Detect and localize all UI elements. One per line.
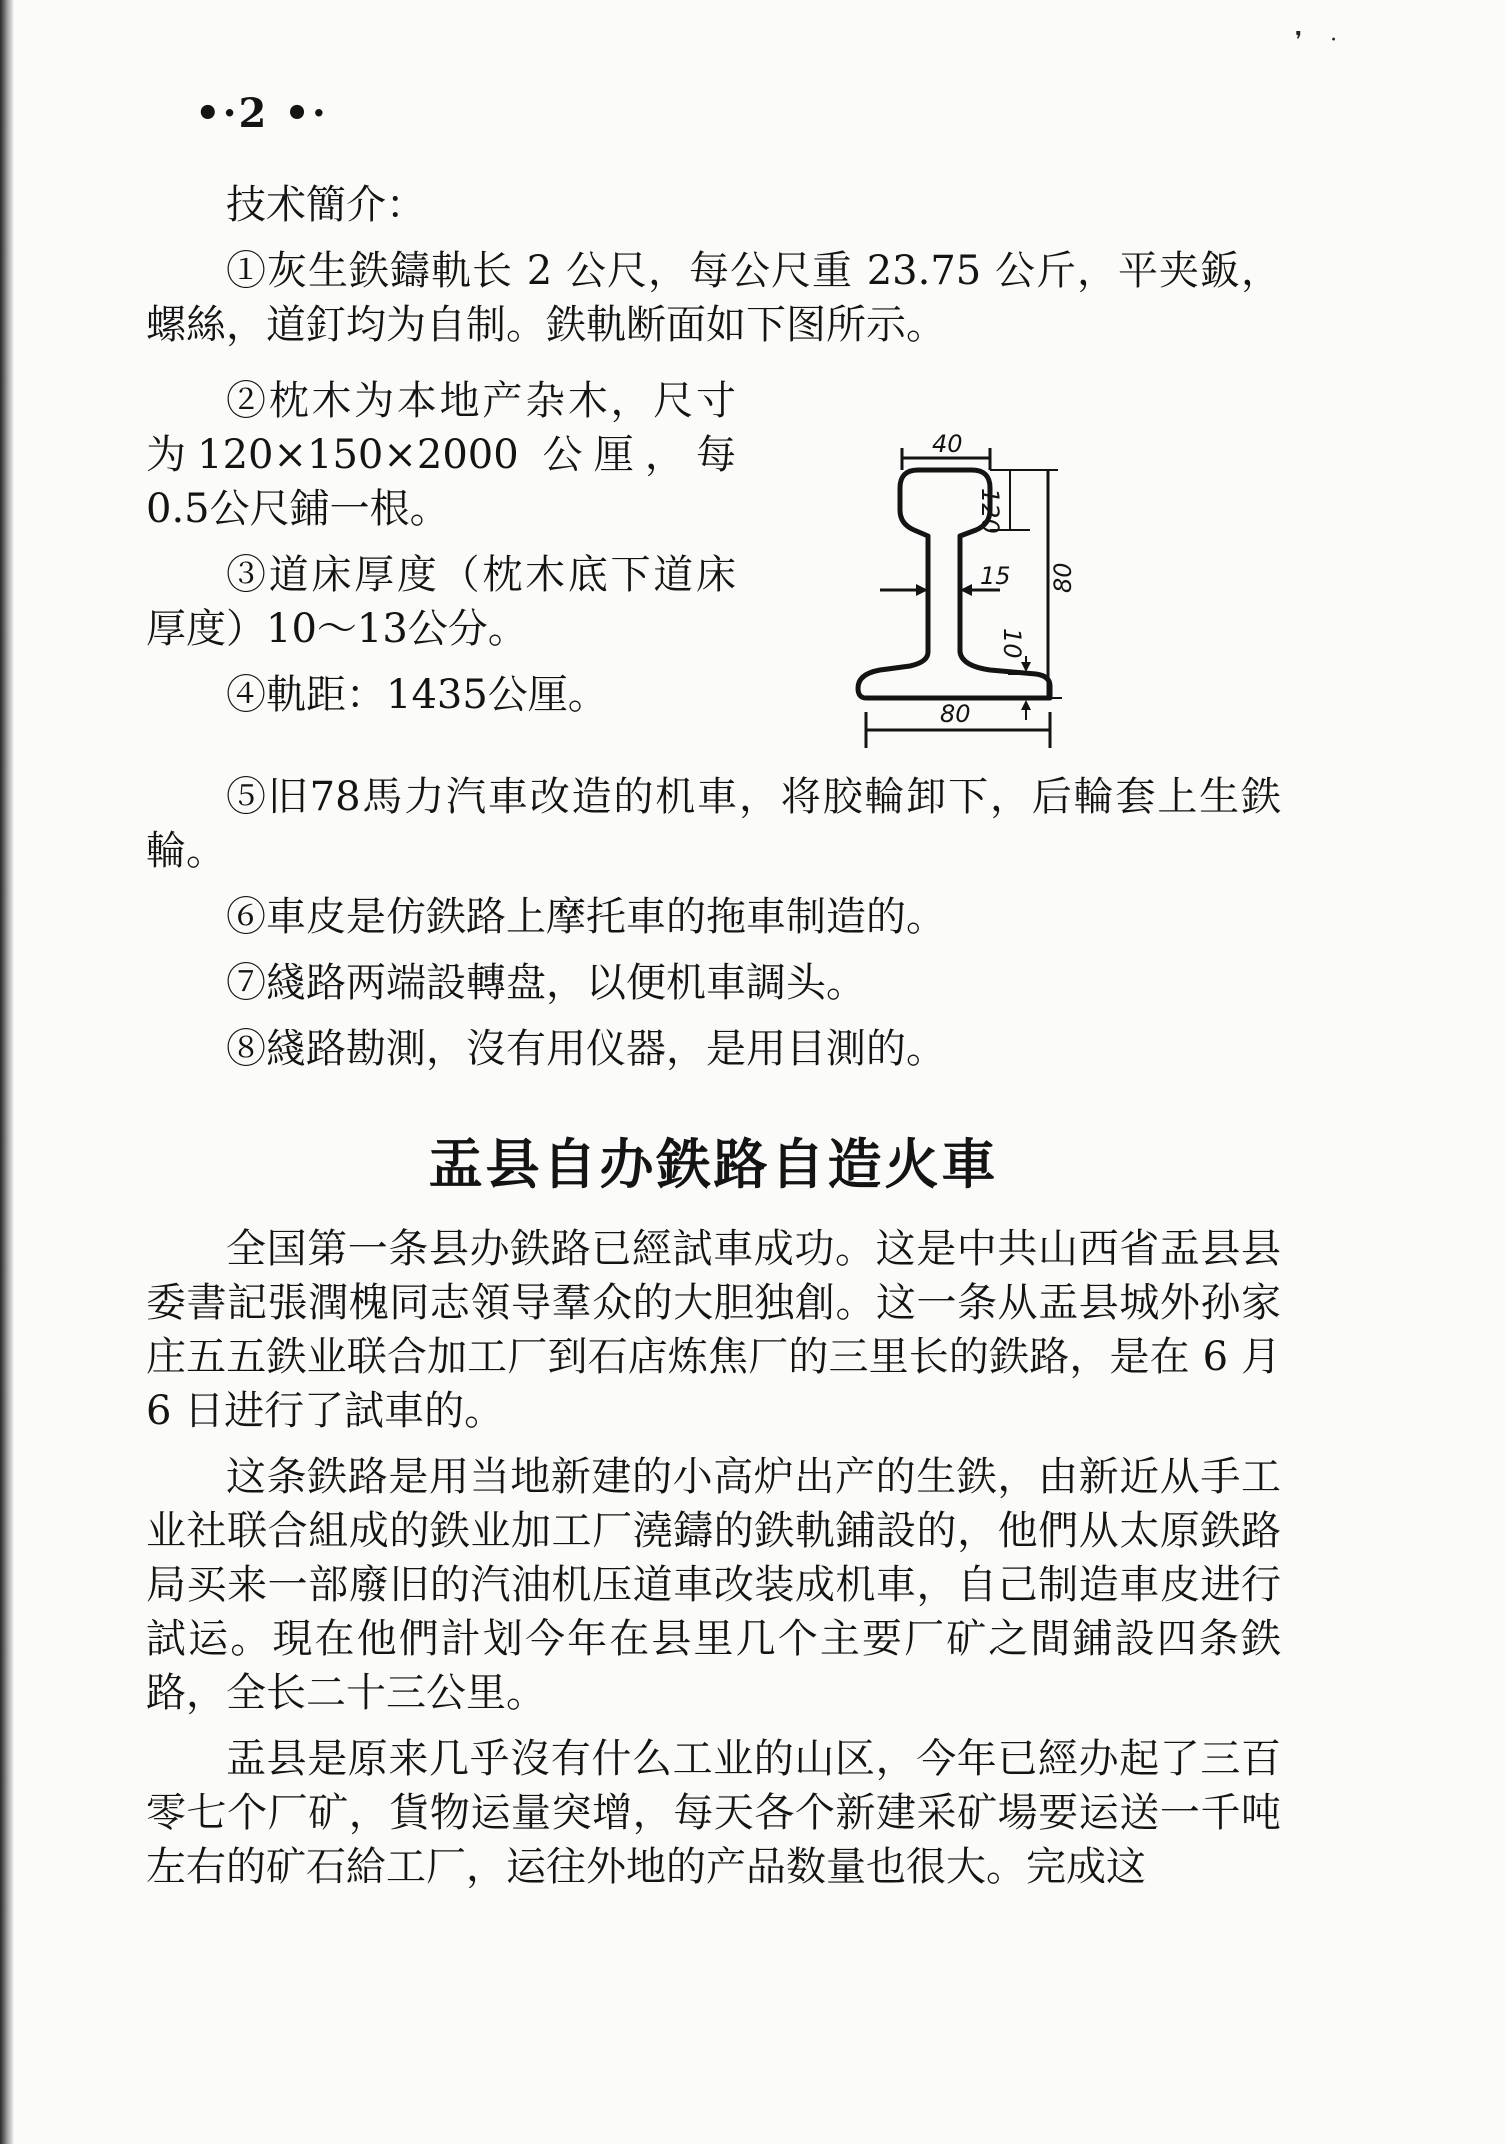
rail-profile (858, 470, 1050, 698)
article-paragraph-2: 这条鉄路是用当地新建的小高炉出产的生鉄，由新近从手工业社联合組成的鉄业加工厂澆鑄的鉄軌鋪設的，他們从太原鉄路局买来一部廢旧的汽油机压道車改装成机車，自己制造車皮进行試运。現在他們計划今年在县里几个主要厂矿之間鋪設四条鉄路，全长二十三公里。 (146, 1454, 1281, 1716)
tech-item-4: ④軌距：1435公厘。 (226, 672, 608, 718)
tech-item-1: ①灰生鉄鑄軌长 2 公尺，每公尺重 23.75 公斤，平夹鈑，螺絲，道釘均为自制。鉄軌断面如下图所示。 (146, 248, 1281, 348)
dim-label-head-height: 120 (976, 488, 1004, 534)
dim-label-base-thickness: 10 (998, 628, 1026, 659)
scan-specks: ❜ · (1295, 28, 1338, 53)
rail-cross-section-figure (840, 430, 1180, 760)
scan-binding-edge (0, 0, 14, 2144)
dim-label-height: 80 (1049, 562, 1077, 593)
tech-item-7: ⑦綫路两端設轉盘，以便机車調头。 (226, 960, 866, 1006)
tech-item-8: ⑧綫路勘測，沒有用仪器，是用目測的。 (226, 1026, 946, 1072)
page-number: •·2 •· (195, 90, 328, 137)
tech-item-2: ②枕木为本地产杂木，尺寸为120×150×2000 公厘，每0.5公尺鋪一根。 (146, 378, 736, 532)
article-paragraph-3: 盂县是原来几乎沒有什么工业的山区，今年已經办起了三百零七个厂矿，貨物运量突增，每天各个新建采矿場要运送一千吨左右的矿石給工厂，运往外地的产品数量也很大。完成这 (146, 1736, 1281, 1890)
article-body (146, 1222, 1281, 1906)
tech-intro-heading: 技术簡介： (226, 182, 426, 228)
dim-label-base-width: 80 (940, 700, 971, 728)
dim-label-web-thickness: 15 (980, 562, 1011, 590)
article-title: 盂县自办鉄路自造火車 (428, 1133, 999, 1196)
dim-label-head-width: 40 (932, 430, 963, 458)
tech-intro-bottom (146, 770, 1281, 1088)
tech-intro-top (146, 178, 1281, 364)
tech-item-5: ⑤旧78馬力汽車改造的机車，将胶輪卸下，后輪套上生鉄輪。 (146, 774, 1281, 874)
tech-item-6: ⑥車皮是仿鉄路上摩托車的拖車制造的。 (226, 894, 946, 940)
article-paragraph-1: 全国第一条县办鉄路已經試車成功。这是中共山西省盂县县委書記張潤槐同志領导羣众的大胆独創。这一条从盂县城外孙家庄五五鉄业联合加工厂到石店炼焦厂的三里长的鉄路，是在 6 月 6 日进行了試車的。 (146, 1226, 1281, 1434)
tech-intro-narrow (146, 374, 736, 734)
tech-item-3: ③道床厚度（枕木底下道床厚度）10～13公分。 (146, 552, 736, 652)
